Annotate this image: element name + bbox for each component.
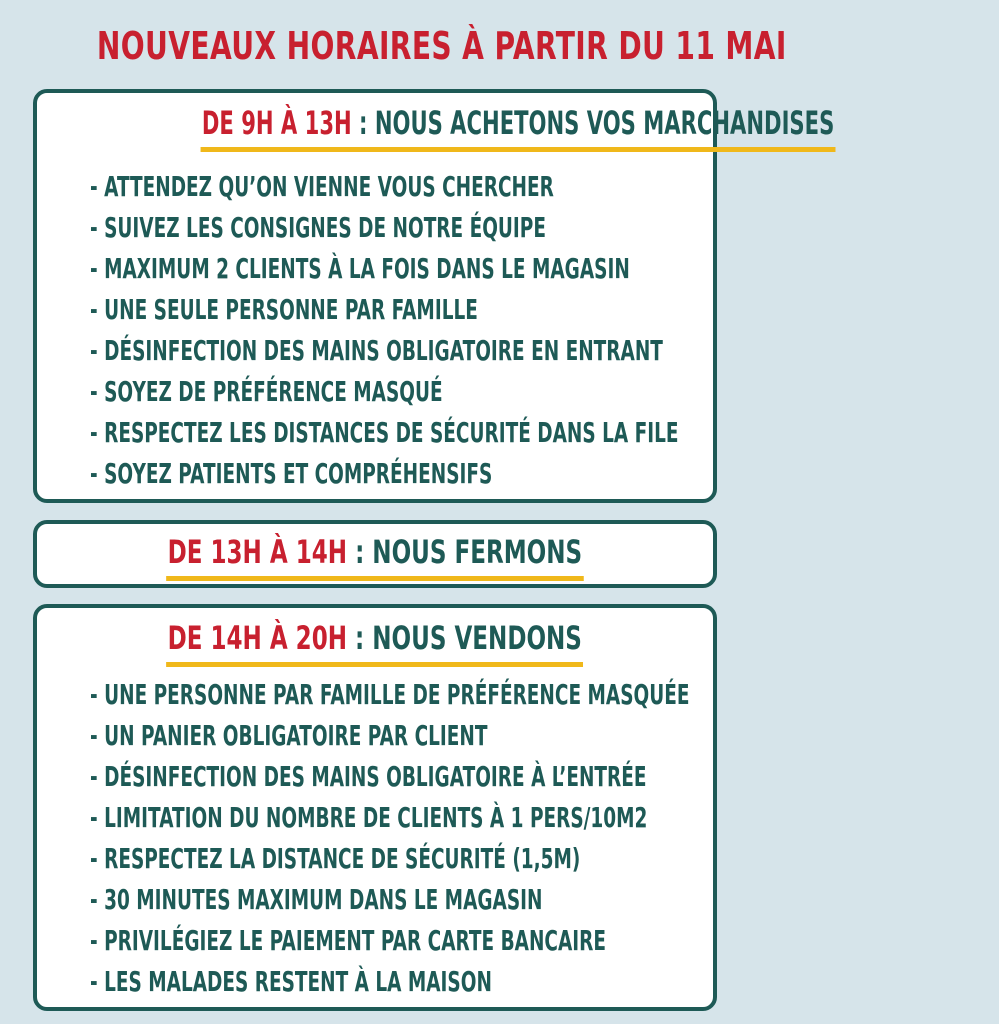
section-separator: : xyxy=(351,104,375,142)
section-title: NOUS FERMONS xyxy=(372,533,583,571)
section-heading-wrap xyxy=(37,103,835,152)
rule-item: - UN PANIER OBLIGATOIRE PAR CLIENT xyxy=(90,719,488,752)
rule-item: - SOYEZ DE PRÉFÉRENCE MASQUÉ xyxy=(90,375,443,408)
page-title: NOUVEAUX HORAIRES À PARTIR DU 11 MAI xyxy=(96,24,787,68)
section-title: NOUS VENDONS xyxy=(372,619,583,657)
rule-item: - DÉSINFECTION DES MAINS OBLIGATOIRE À L’ENTRÉE xyxy=(90,760,647,793)
section-time: DE 14H À 20H xyxy=(167,619,348,657)
section-heading-wrap xyxy=(37,532,713,581)
rule-item: - 30 MINUTES MAXIMUM DANS LE MAGASIN xyxy=(90,883,543,916)
rule-item: - ATTENDEZ QU’ON VIENNE VOUS CHERCHER xyxy=(90,170,554,203)
rule-item: - UNE SEULE PERSONNE PAR FAMILLE xyxy=(90,293,478,326)
rule-item: - LIMITATION DU NOMBRE DE CLIENTS À 1 PERS/10M2 xyxy=(90,801,648,834)
rule-item: - SOYEZ PATIENTS ET COMPRÉHENSIFS xyxy=(90,457,493,490)
rule-item: - RESPECTEZ LA DISTANCE DE SÉCURITÉ (1,5M) xyxy=(90,842,581,875)
rule-item: - PRIVILÉGIEZ LE PAIEMENT PAR CARTE BANCAIRE xyxy=(90,924,607,957)
rules-list xyxy=(37,166,713,494)
rule-item: - LES MALADES RESTENT À LA MAISON xyxy=(90,965,492,998)
rule-item: - RESPECTEZ LES DISTANCES DE SÉCURITÉ DANS LA FILE xyxy=(90,416,679,449)
section-heading xyxy=(166,618,583,667)
rules-list xyxy=(37,674,713,1002)
section-heading xyxy=(201,103,836,152)
section-separator: : xyxy=(347,619,373,657)
section-separator: : xyxy=(347,533,373,571)
section-selling xyxy=(33,604,717,1011)
section-buying xyxy=(33,89,835,503)
rule-item: - SUIVEZ LES CONSIGNES DE NOTRE ÉQUIPE xyxy=(90,211,546,244)
rule-item: - UNE PERSONNE PAR FAMILLE DE PRÉFÉRENCE MASQUÉE xyxy=(90,678,690,711)
rule-item: - MAXIMUM 2 CLIENTS À LA FOIS DANS LE MAGASIN xyxy=(90,252,630,285)
section-time: DE 9H À 13H xyxy=(201,104,352,142)
section-heading-wrap xyxy=(37,618,713,667)
section-closed xyxy=(33,520,717,588)
section-title: NOUS ACHETONS VOS MARCHANDISES xyxy=(374,104,835,142)
section-heading xyxy=(166,532,583,581)
rule-item: - DÉSINFECTION DES MAINS OBLIGATOIRE EN ENTRANT xyxy=(90,334,663,367)
section-time: DE 13H À 14H xyxy=(167,533,348,571)
